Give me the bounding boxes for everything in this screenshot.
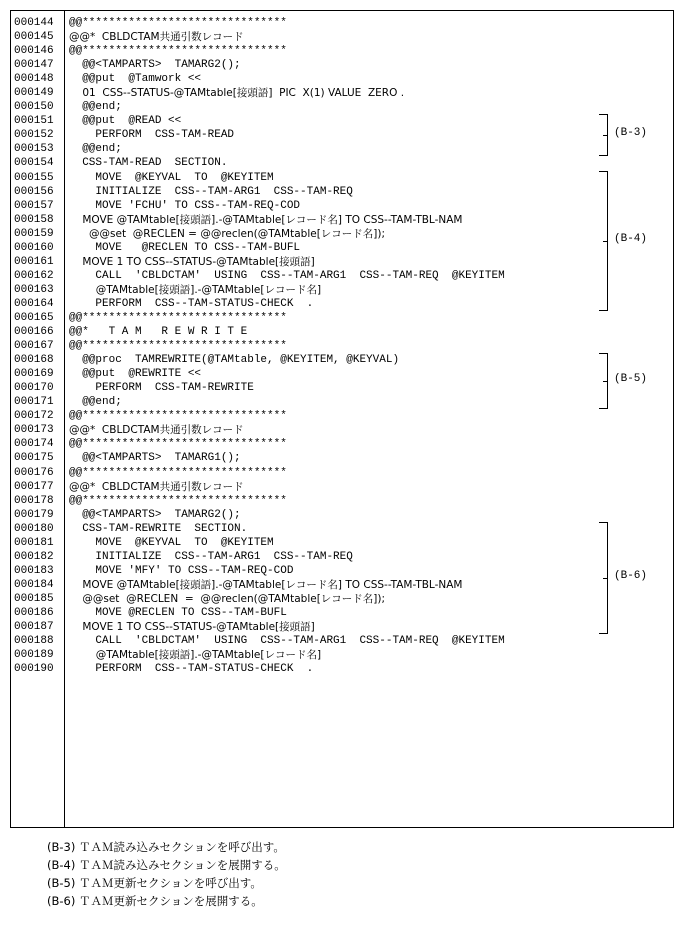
- line-number: 000185: [14, 592, 54, 605]
- line-number: 000174: [14, 438, 54, 451]
- line-number: 000173: [14, 424, 54, 437]
- line-number: 000176: [14, 466, 54, 479]
- line-number: 000180: [14, 522, 54, 535]
- code-line: @@<TAMPARTS> TAMARG2();: [69, 508, 241, 521]
- code-line: @@*******************************: [69, 45, 287, 58]
- brace-label: (B-6): [614, 569, 648, 582]
- line-number: 000170: [14, 382, 54, 395]
- brace-annotation: [599, 171, 669, 312]
- code-line: PERFORM CSS-TAM-READ: [69, 129, 235, 142]
- brace-shape: [599, 171, 608, 312]
- line-number: 000188: [14, 635, 54, 648]
- line-number: 000163: [14, 283, 54, 296]
- line-number: 000160: [14, 241, 54, 254]
- line-number: 000179: [14, 508, 54, 521]
- line-number: 000162: [14, 269, 54, 282]
- code-line: @@<TAMPARTS> TAMARG1();: [69, 452, 241, 465]
- line-number: 000161: [14, 255, 54, 268]
- line-number: 000177: [14, 480, 54, 493]
- line-number: 000169: [14, 368, 54, 381]
- footnote-list: [47, 838, 667, 910]
- code-line: @@set @RECLEN = @@reclen(@TAMtable[レコード名]);: [69, 592, 386, 605]
- line-number: 000189: [14, 649, 54, 662]
- code-line: INITIALIZE CSS--TAM-ARG1 CSS--TAM-REQ: [69, 550, 353, 563]
- line-number: 000148: [14, 73, 54, 86]
- brace-annotation: [599, 353, 669, 409]
- code-line: MOVE 1 TO CSS--STATUS-@TAMtable[接頭語]: [69, 255, 315, 268]
- line-number: 000146: [14, 45, 54, 58]
- code-line: MOVE @TAMtable[接頭語].-@TAMtable[レコード名] TO CSS--TAM-TBL-NAM: [69, 578, 463, 591]
- brace-label: (B-3): [614, 127, 648, 140]
- code-line: PERFORM CSS--TAM-STATUS-CHECK .: [69, 663, 314, 676]
- code-line: @TAMtable[接頭語].-@TAMtable[レコード名]: [69, 283, 322, 296]
- footnote: (B-4) ＴＡＭ読み込みセクションを展開する。: [47, 858, 286, 872]
- line-number: 000164: [14, 297, 54, 310]
- code-line: @@* CBLDCTAM共通引数レコード: [69, 424, 244, 437]
- line-number: 000186: [14, 606, 54, 619]
- code-line: @@<TAMPARTS> TAMARG2();: [69, 59, 241, 72]
- line-number: 000145: [14, 31, 54, 44]
- brace-shape: [599, 114, 608, 156]
- line-number: 000181: [14, 536, 54, 549]
- brace-label: (B-5): [614, 373, 648, 386]
- line-number: 000184: [14, 578, 54, 591]
- code-line: @@*******************************: [69, 494, 287, 507]
- code-line: @@put @READ <<: [69, 115, 182, 128]
- code-column: [66, 11, 673, 832]
- code-line: @TAMtable[接頭語].-@TAMtable[レコード名]: [69, 649, 322, 662]
- line-number: 000157: [14, 199, 54, 212]
- footnote: (B-5) ＴＡＭ更新セクションを呼び出す。: [47, 876, 262, 890]
- line-number: 000149: [14, 87, 54, 100]
- line-number: 000175: [14, 452, 54, 465]
- code-line: 01 CSS--STATUS-@TAMtable[接頭語] PIC X(1) VALUE ZERO .: [69, 87, 405, 100]
- brace-label: (B-4): [614, 232, 648, 245]
- line-number: 000165: [14, 311, 54, 324]
- code-line: CSS-TAM-READ SECTION.: [69, 157, 228, 170]
- code-line: PERFORM CSS-TAM-REWRITE: [69, 382, 254, 395]
- code-line: @@put @REWRITE <<: [69, 368, 202, 381]
- code-line: PERFORM CSS--TAM-STATUS-CHECK .: [69, 297, 314, 310]
- code-line: @@* T A M R E W R I T E: [69, 326, 248, 339]
- code-line: MOVE @RECLEN TO CSS--TAM-BUFL: [69, 606, 287, 619]
- code-line: @@*******************************: [69, 340, 287, 353]
- line-number: 000147: [14, 59, 54, 72]
- line-number: 000159: [14, 227, 54, 240]
- brace-shape: [599, 522, 608, 634]
- line-number: 000152: [14, 129, 54, 142]
- line-number: 000156: [14, 185, 54, 198]
- line-number: 000167: [14, 340, 54, 353]
- code-line: @@*******************************: [69, 410, 287, 423]
- code-line: @@end;: [69, 396, 122, 409]
- line-number: 000183: [14, 564, 54, 577]
- line-number: 000190: [14, 663, 54, 676]
- line-number: 000178: [14, 494, 54, 507]
- code-line: CALL 'CBLDCTAM' USING CSS--TAM-ARG1 CSS--TAM-REQ @KEYITEM: [69, 635, 505, 648]
- line-number: 000166: [14, 326, 54, 339]
- code-line: @@put @Tamwork <<: [69, 73, 202, 86]
- code-line: @@*******************************: [69, 466, 287, 479]
- line-number: 000144: [14, 17, 54, 29]
- code-line: @@proc TAMREWRITE(@TAMtable, @KEYITEM, @KEYVAL): [69, 354, 400, 367]
- code-line: MOVE @KEYVAL TO @KEYITEM: [69, 171, 274, 184]
- line-number: 000168: [14, 354, 54, 367]
- code-line: @@*******************************: [69, 17, 287, 29]
- line-number: 000153: [14, 143, 54, 156]
- code-line: @@set @RECLEN = @@reclen(@TAMtable[レコード名]);: [69, 227, 386, 240]
- code-line: @@*******************************: [69, 311, 287, 324]
- code-line: MOVE 'MFY' TO CSS--TAM-REQ-COD: [69, 564, 294, 577]
- code-line: MOVE @TAMtable[接頭語].-@TAMtable[レコード名] TO CSS--TAM-TBL-NAM: [69, 213, 463, 226]
- line-number: 000158: [14, 213, 54, 226]
- code-line: MOVE 1 TO CSS--STATUS-@TAMtable[接頭語]: [69, 621, 315, 634]
- code-line: INITIALIZE CSS--TAM-ARG1 CSS--TAM-REQ: [69, 185, 353, 198]
- code-line: MOVE @RECLEN TO CSS--TAM-BUFL: [69, 241, 301, 254]
- code-line: @@* CBLDCTAM共通引数レコード: [69, 31, 244, 44]
- line-number-column: [11, 11, 65, 827]
- code-line: @@* CBLDCTAM共通引数レコード: [69, 480, 244, 493]
- line-number: 000171: [14, 396, 54, 409]
- brace-shape: [599, 353, 608, 409]
- line-number: 000187: [14, 621, 54, 634]
- code-line: CSS-TAM-REWRITE SECTION.: [69, 522, 248, 535]
- brace-annotation: [599, 114, 669, 156]
- code-line: MOVE 'FCHU' TO CSS--TAM-REQ-COD: [69, 199, 301, 212]
- code-line: MOVE @KEYVAL TO @KEYITEM: [69, 536, 274, 549]
- line-number: 000172: [14, 410, 54, 423]
- footnote: (B-3) ＴＡＭ読み込みセクションを呼び出す。: [47, 840, 285, 854]
- footnote: (B-6) ＴＡＭ更新セクションを展開する。: [47, 894, 263, 908]
- code-line: @@end;: [69, 143, 122, 156]
- code-line: @@end;: [69, 101, 122, 114]
- code-line: CALL 'CBLDCTAM' USING CSS--TAM-ARG1 CSS--TAM-REQ @KEYITEM: [69, 269, 505, 282]
- brace-annotation: [599, 522, 669, 634]
- code-listing: [10, 10, 674, 828]
- line-number: 000154: [14, 157, 54, 170]
- line-number: 000150: [14, 101, 54, 114]
- line-number: 000151: [14, 115, 54, 128]
- line-number: 000182: [14, 550, 54, 563]
- code-line: @@*******************************: [69, 438, 287, 451]
- line-number: 000155: [14, 171, 54, 184]
